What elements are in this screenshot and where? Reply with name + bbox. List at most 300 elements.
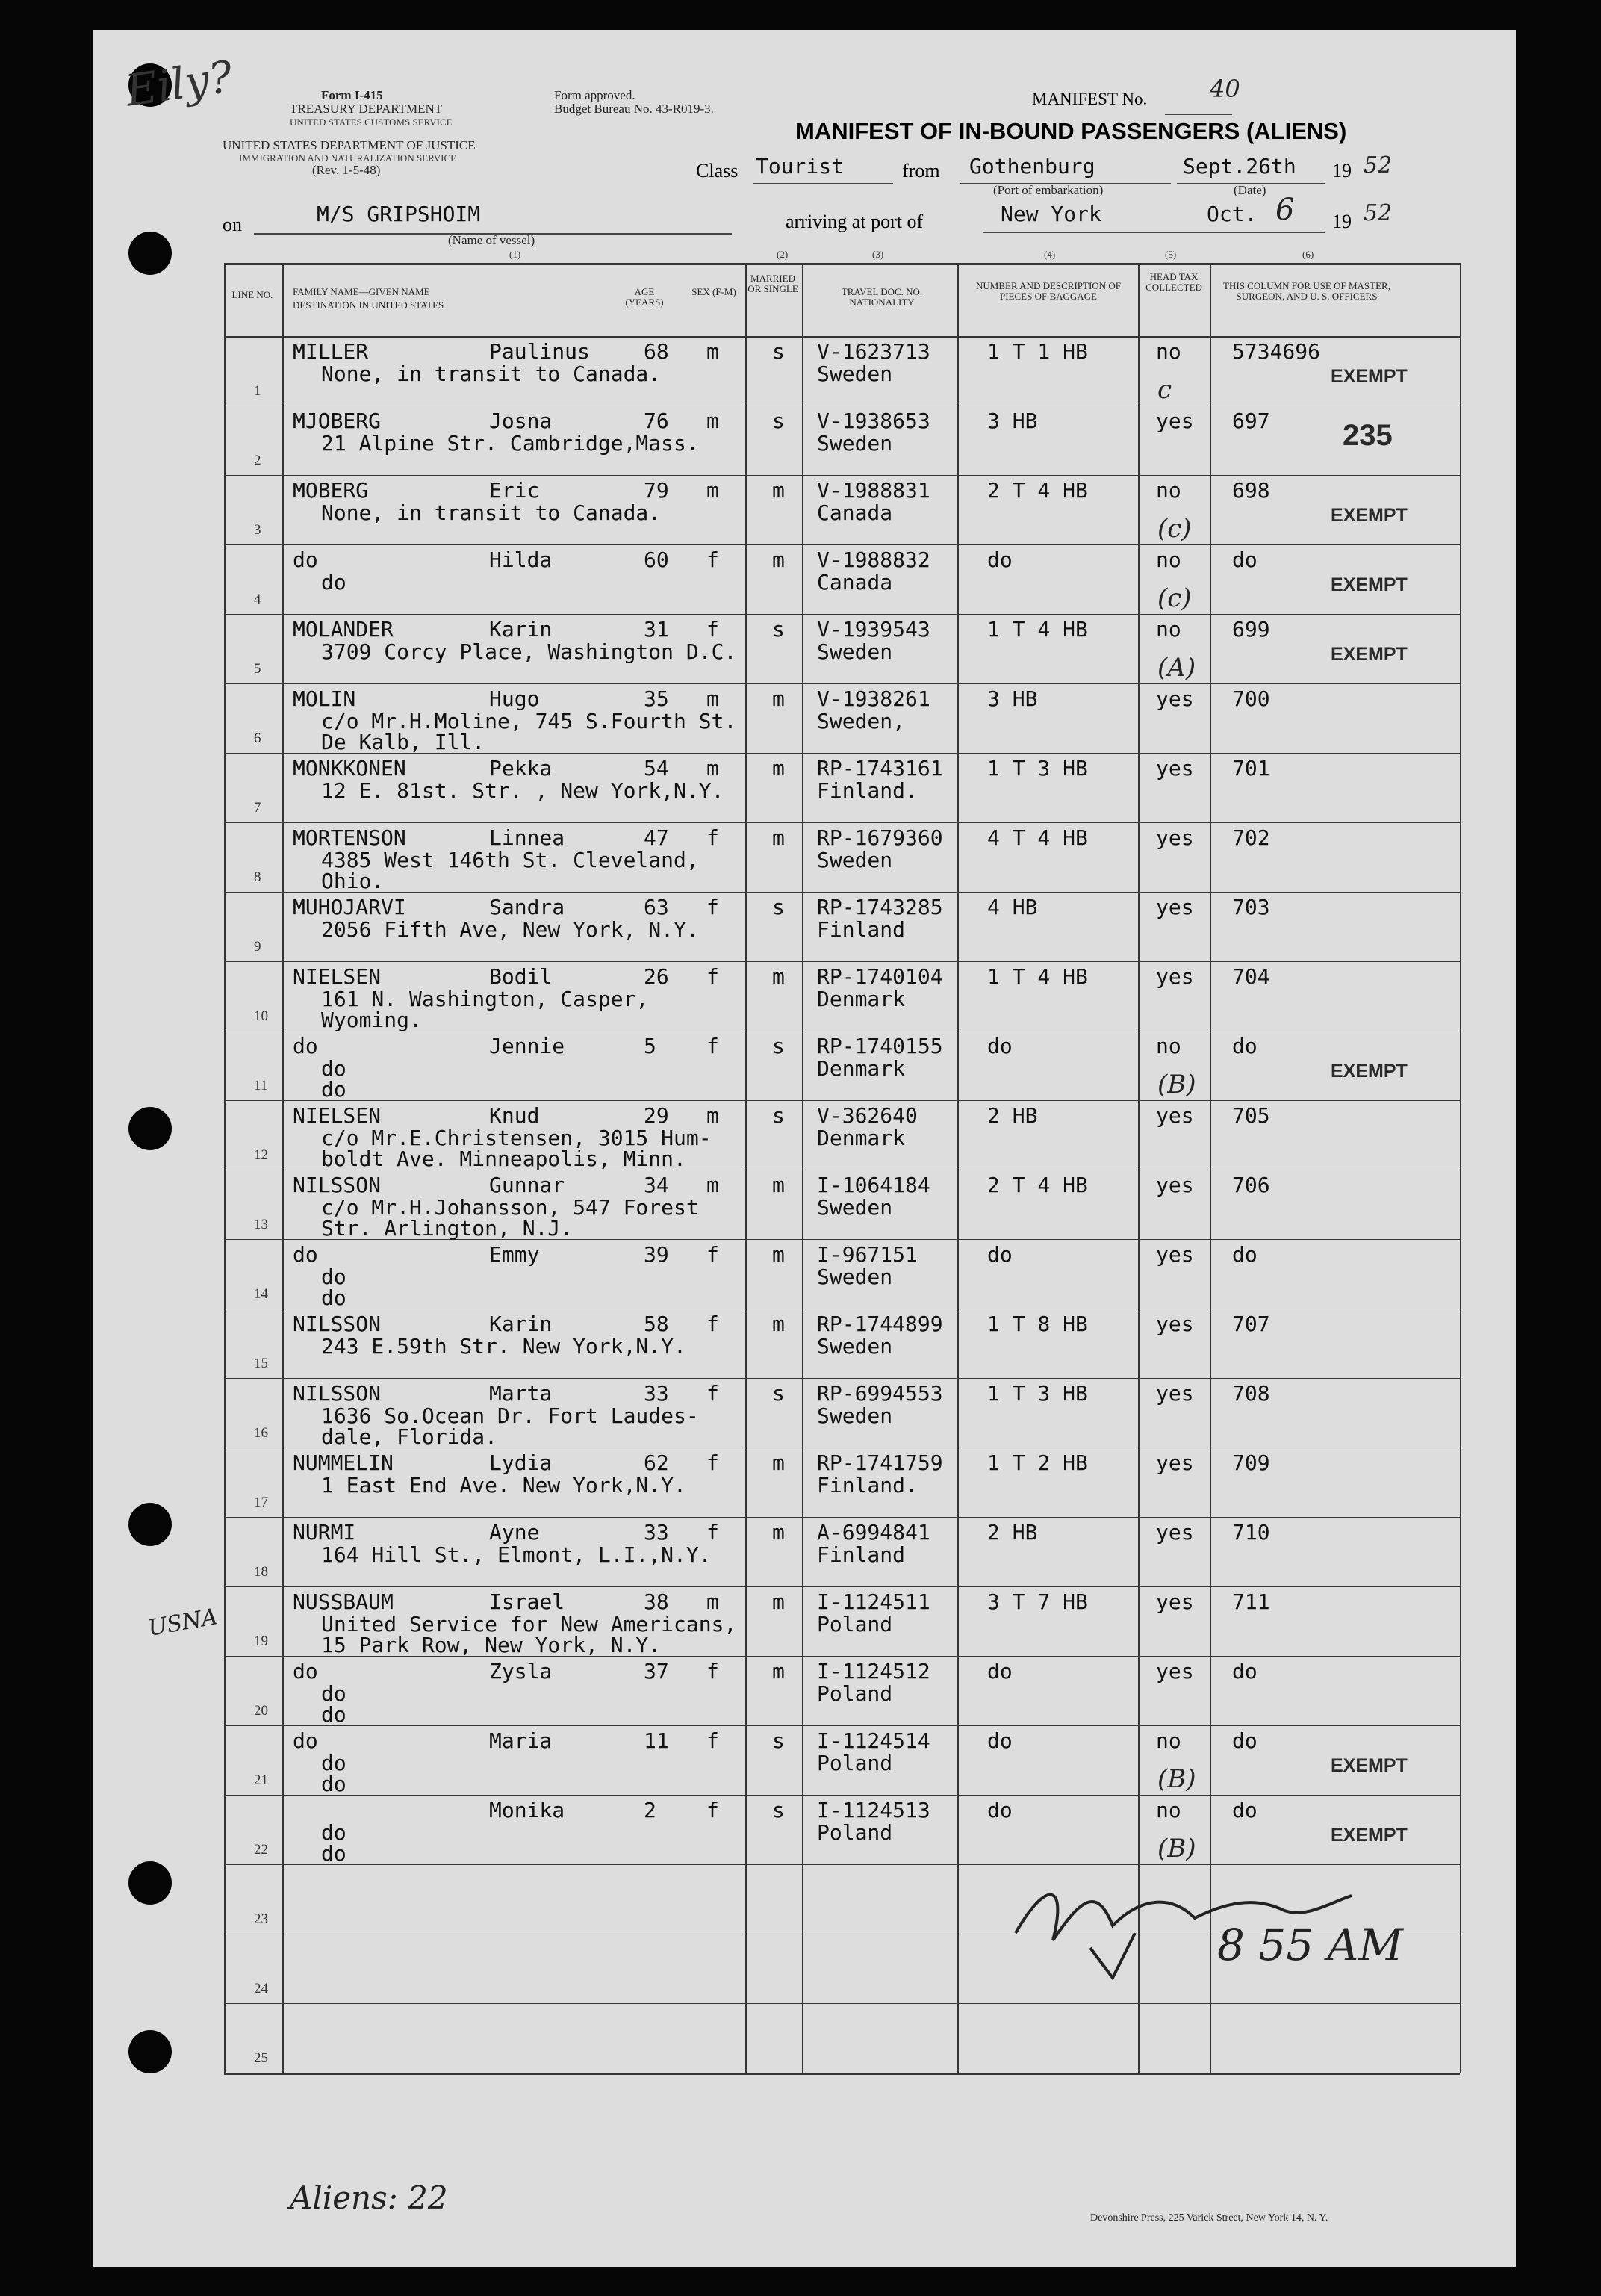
passenger-travel-doc: I-967151: [817, 1242, 918, 1267]
passenger-head-tax: no: [1156, 478, 1181, 503]
passenger-officer-number: 701: [1232, 756, 1270, 781]
passenger-head-tax: no: [1156, 547, 1181, 572]
passenger-destination-line1: 4385 West 146th St. Cleveland,: [321, 848, 699, 872]
passenger-baggage: do: [987, 1242, 1013, 1267]
revision: (Rev. 1-5-48): [312, 163, 381, 177]
passenger-destination-line1: do: [321, 570, 346, 595]
passenger-officer-number: 699: [1232, 617, 1270, 642]
arrival-month: Oct.: [1207, 202, 1258, 226]
passenger-officer-number: do: [1232, 1798, 1258, 1822]
passenger-destination-line2: Str. Arlington, N.J.: [321, 1216, 573, 1241]
passenger-age: 54: [644, 756, 669, 781]
manifest-title: MANIFEST OF IN-BOUND PASSENGERS (ALIENS): [795, 118, 1347, 144]
passenger-marital-status: s: [772, 409, 785, 433]
usna-handwriting: USNA: [146, 1604, 220, 1642]
table-rule: [282, 263, 284, 2073]
passenger-sex: f: [706, 825, 719, 850]
passenger-head-tax: yes: [1156, 756, 1194, 781]
passenger-travel-doc: RP-1744899: [817, 1312, 943, 1336]
passenger-family-name: MONKKONEN: [293, 756, 406, 781]
table-rule: [1460, 263, 1461, 2073]
passenger-destination-line1: do: [321, 1751, 346, 1775]
passenger-travel-doc: RP-1740155: [817, 1034, 943, 1058]
passenger-given-name: Jennie: [489, 1034, 565, 1058]
passenger-family-name: NILSSON: [293, 1381, 382, 1406]
passenger-sex: f: [706, 547, 719, 572]
passenger-travel-doc: RP-1740104: [817, 964, 943, 989]
passenger-marital-status: m: [772, 1520, 785, 1545]
arrival-day: 6: [1275, 193, 1295, 227]
line-number: 7: [254, 800, 261, 816]
passenger-baggage: 3 T 7 HB: [987, 1589, 1088, 1614]
passenger-family-name: do: [293, 547, 318, 572]
passenger-given-name: Hilda: [489, 547, 553, 572]
line-number: 9: [254, 939, 261, 955]
table-rule: [224, 336, 1460, 338]
passenger-sex: m: [706, 1103, 719, 1128]
passenger-baggage: 4 HB: [987, 895, 1038, 919]
passenger-destination-line2: do: [321, 1702, 346, 1727]
passenger-family-name: MOLIN: [293, 686, 356, 711]
passenger-officer-number: 698: [1232, 478, 1270, 503]
table-rule: [224, 961, 1460, 962]
header-officers: THIS COLUMN FOR USE OF MASTER, SURGEON, AND U. S. OFFICERS: [1223, 280, 1390, 302]
passenger-baggage: do: [987, 547, 1013, 572]
passenger-marital-status: s: [772, 1728, 785, 1753]
passenger-destination-line1: None, in transit to Canada.: [321, 500, 662, 525]
passenger-given-name: Linnea: [489, 825, 565, 850]
line-number: 20: [254, 1703, 268, 1719]
head-tax-annotation: (B): [1157, 1070, 1196, 1099]
line-number: 2: [254, 453, 261, 468]
passenger-baggage: 2 T 4 HB: [987, 478, 1088, 503]
manifest-number: 40: [1210, 75, 1240, 103]
passenger-sex: f: [706, 1381, 719, 1406]
passenger-family-name: NILSSON: [293, 1173, 382, 1197]
passenger-baggage: 3 HB: [987, 686, 1038, 711]
exempt-stamp: EXEMPT: [1331, 1755, 1408, 1776]
line-number: 6: [254, 730, 261, 746]
passenger-officer-number: do: [1232, 547, 1258, 572]
passenger-sex: f: [706, 895, 719, 919]
passenger-nationality: Poland: [817, 1751, 893, 1775]
exempt-stamp: 235: [1343, 419, 1393, 452]
passenger-head-tax: yes: [1156, 1103, 1194, 1128]
passenger-sex: f: [706, 1659, 719, 1684]
passenger-travel-doc: I-1064184: [817, 1173, 930, 1197]
passenger-given-name: Gunnar: [489, 1173, 565, 1197]
passenger-age: 47: [644, 825, 669, 850]
passenger-head-tax: no: [1156, 339, 1181, 364]
table-rule: [224, 614, 1460, 615]
exempt-stamp: EXEMPT: [1331, 574, 1408, 595]
passenger-marital-status: s: [772, 1798, 785, 1822]
passenger-officer-number: do: [1232, 1034, 1258, 1058]
passenger-destination-line1: c/o Mr.E.Christensen, 3015 Hum-: [321, 1126, 712, 1150]
year-suffix-1: 52: [1364, 152, 1393, 179]
passenger-travel-doc: I-1124512: [817, 1659, 930, 1684]
passenger-marital-status: m: [772, 547, 785, 572]
passenger-destination-line2: De Kalb, Ill.: [321, 730, 485, 754]
table-rule: [224, 2073, 1460, 2075]
table-rule: [224, 2003, 1460, 2004]
exempt-stamp: EXEMPT: [1331, 1825, 1408, 1846]
binder-hole: [128, 1861, 172, 1905]
passenger-nationality: Poland: [817, 1612, 893, 1636]
inspector-signature: [1001, 1851, 1389, 1993]
passenger-nationality: Finland: [817, 917, 906, 942]
col-num-4: (4): [1044, 249, 1056, 260]
passenger-nationality: Sweden: [817, 1265, 893, 1289]
table-rule: [224, 683, 1460, 684]
passenger-travel-doc: I-1124514: [817, 1728, 930, 1753]
passenger-officer-number: 708: [1232, 1381, 1270, 1406]
form-number: Form I-415: [321, 88, 383, 102]
arrival-port: New York: [1001, 202, 1101, 226]
binder-hole: [128, 1503, 172, 1546]
passenger-marital-status: s: [772, 1381, 785, 1406]
passenger-given-name: Monika: [489, 1798, 565, 1822]
passenger-sex: m: [706, 409, 719, 433]
passenger-given-name: Ayne: [489, 1520, 540, 1545]
passenger-destination-line1: 161 N. Washington, Casper,: [321, 987, 649, 1011]
passenger-marital-status: s: [772, 339, 785, 364]
passenger-sex: f: [706, 617, 719, 642]
head-tax-annotation: (B): [1157, 1764, 1196, 1794]
passenger-nationality: Canada: [817, 500, 893, 525]
line-number: 12: [254, 1147, 268, 1163]
passenger-destination-line1: United Service for New Americans,: [321, 1612, 737, 1636]
table-rule: [224, 1378, 1460, 1379]
passenger-head-tax: yes: [1156, 964, 1194, 989]
head-tax-annotation: (A): [1157, 653, 1196, 683]
passenger-destination-line1: 1 East End Ave. New York,N.Y.: [321, 1473, 686, 1498]
passenger-baggage: 1 T 3 HB: [987, 756, 1088, 781]
passenger-destination-line2: do: [321, 1772, 346, 1796]
passenger-family-name: MOLANDER: [293, 617, 394, 642]
port-embark-caption: (Port of embarkation): [993, 183, 1104, 197]
passenger-officer-number: 710: [1232, 1520, 1270, 1545]
passenger-given-name: Pekka: [489, 756, 553, 781]
passenger-officer-number: 5734696: [1232, 339, 1321, 364]
line-number: 24: [254, 1981, 268, 1996]
table-rule: [224, 1100, 1460, 1101]
passenger-travel-doc: I-1124511: [817, 1589, 930, 1614]
passenger-destination-line2: Ohio.: [321, 869, 385, 893]
col-num-5: (5): [1165, 249, 1177, 260]
passenger-age: 60: [644, 547, 669, 572]
passenger-baggage: 4 T 4 HB: [987, 825, 1088, 850]
passenger-given-name: Maria: [489, 1728, 553, 1753]
table-rule: [224, 1586, 1460, 1587]
passenger-age: 33: [644, 1381, 669, 1406]
passenger-baggage: 3 HB: [987, 409, 1038, 433]
passenger-destination-line1: do: [321, 1681, 346, 1706]
printer-credit: Devonshire Press, 225 Varick Street, New York 14, N. Y.: [1090, 2212, 1328, 2224]
passenger-age: 79: [644, 478, 669, 503]
table-rule: [224, 475, 1460, 476]
date-caption: (Date): [1234, 183, 1266, 197]
passenger-baggage: 1 T 8 HB: [987, 1312, 1088, 1336]
passenger-destination-line1: 2056 Fifth Ave, New York, N.Y.: [321, 917, 699, 942]
passenger-age: 63: [644, 895, 669, 919]
budget-bureau: Budget Bureau No. 43-R019-3.: [554, 102, 714, 116]
passenger-family-name: MUHOJARVI: [293, 895, 406, 919]
passenger-age: 58: [644, 1312, 669, 1336]
passenger-officer-number: 711: [1232, 1589, 1270, 1614]
passenger-nationality: Denmark: [817, 1056, 906, 1081]
passenger-age: 26: [644, 964, 669, 989]
table-rule: [224, 263, 1460, 265]
line-number: 22: [254, 1842, 268, 1858]
passenger-marital-status: m: [772, 686, 785, 711]
vessel-caption: (Name of vessel): [448, 233, 535, 247]
passenger-head-tax: yes: [1156, 409, 1194, 433]
passenger-marital-status: m: [772, 756, 785, 781]
passenger-age: 35: [644, 686, 669, 711]
table-rule: [224, 822, 1460, 823]
table-rule: [1138, 263, 1140, 2073]
passenger-travel-doc: RP-1743161: [817, 756, 943, 781]
passenger-sex: f: [706, 1728, 719, 1753]
passenger-destination-line2: 15 Park Row, New York, N.Y.: [321, 1633, 662, 1657]
exempt-stamp: EXEMPT: [1331, 644, 1408, 665]
head-tax-annotation: c: [1157, 375, 1172, 405]
passenger-baggage: 1 T 3 HB: [987, 1381, 1088, 1406]
passenger-baggage: 2 T 4 HB: [987, 1173, 1088, 1197]
passenger-travel-doc: V-1623713: [817, 339, 930, 364]
binder-hole: [128, 1107, 172, 1150]
passenger-destination-line2: Wyoming.: [321, 1008, 422, 1032]
head-tax-annotation: (B): [1157, 1834, 1196, 1864]
passenger-sex: m: [706, 1173, 719, 1197]
header-age: AGE (YEARS): [625, 286, 664, 308]
exempt-stamp: EXEMPT: [1331, 366, 1408, 387]
passenger-given-name: Knud: [489, 1103, 540, 1128]
passenger-age: 29: [644, 1103, 669, 1128]
passenger-destination-line2: dale, Florida.: [321, 1424, 498, 1449]
passenger-baggage: 1 T 4 HB: [987, 617, 1088, 642]
passenger-head-tax: yes: [1156, 1450, 1194, 1475]
passenger-marital-status: m: [772, 825, 785, 850]
passenger-sex: f: [706, 1450, 719, 1475]
passenger-given-name: Hugo: [489, 686, 540, 711]
line-number: 11: [254, 1078, 268, 1093]
passenger-family-name: MOBERG: [293, 478, 369, 503]
passenger-head-tax: no: [1156, 1034, 1181, 1058]
line-number: 3: [254, 522, 261, 538]
passenger-sex: m: [706, 339, 719, 364]
line-number: 15: [254, 1356, 268, 1371]
head-tax-annotation: (c): [1157, 583, 1192, 613]
passenger-officer-number: 707: [1232, 1312, 1270, 1336]
passenger-nationality: Poland: [817, 1681, 893, 1706]
passenger-age: 2: [644, 1798, 656, 1822]
passenger-nationality: Denmark: [817, 1126, 906, 1150]
treasury-dept: TREASURY DEPARTMENT: [290, 102, 443, 116]
passenger-nationality: Canada: [817, 570, 893, 595]
passenger-head-tax: yes: [1156, 1520, 1194, 1545]
passenger-marital-status: m: [772, 964, 785, 989]
passenger-officer-number: 702: [1232, 825, 1270, 850]
table-rule: [957, 263, 959, 2073]
passenger-nationality: Finland: [817, 1542, 906, 1567]
passenger-age: 39: [644, 1242, 669, 1267]
passenger-sex: f: [706, 1798, 719, 1822]
passenger-destination-line1: do: [321, 1056, 346, 1081]
customs-service: UNITED STATES CUSTOMS SERVICE: [290, 117, 453, 128]
line-number: 13: [254, 1217, 268, 1232]
passenger-given-name: Josna: [489, 409, 553, 433]
class-value: Tourist: [756, 154, 845, 179]
passenger-sex: m: [706, 756, 719, 781]
passenger-head-tax: yes: [1156, 825, 1194, 850]
passenger-nationality: Finland.: [817, 778, 918, 803]
passenger-destination-line2: do: [321, 1841, 346, 1866]
passenger-nationality: Finland.: [817, 1473, 918, 1498]
passenger-given-name: Emmy: [489, 1242, 540, 1267]
passenger-destination-line1: 243 E.59th Str. New York,N.Y.: [321, 1334, 686, 1359]
passenger-family-name: NIELSEN: [293, 1103, 382, 1128]
passenger-baggage: do: [987, 1034, 1013, 1058]
passenger-travel-doc: RP-6994553: [817, 1381, 943, 1406]
table-rule: [802, 263, 803, 2073]
passenger-baggage: 2 HB: [987, 1103, 1038, 1128]
passenger-head-tax: no: [1156, 1798, 1181, 1822]
passenger-travel-doc: RP-1741759: [817, 1450, 943, 1475]
line-number: 16: [254, 1425, 268, 1441]
passenger-given-name: Bodil: [489, 964, 553, 989]
binder-hole: [128, 232, 172, 275]
passenger-marital-status: m: [772, 1242, 785, 1267]
passenger-sex: f: [706, 1034, 719, 1058]
passenger-sex: m: [706, 686, 719, 711]
year-suffix-2: 52: [1364, 200, 1393, 226]
passenger-baggage: 2 HB: [987, 1520, 1038, 1545]
passenger-head-tax: yes: [1156, 1242, 1194, 1267]
passenger-head-tax: yes: [1156, 1659, 1194, 1684]
passenger-destination-line1: 164 Hill St., Elmont, L.I.,N.Y.: [321, 1542, 712, 1567]
col-num-1: (1): [509, 249, 521, 260]
passenger-travel-doc: V-1938261: [817, 686, 930, 711]
passenger-given-name: Karin: [489, 617, 553, 642]
passenger-family-name: MORTENSON: [293, 825, 406, 850]
passenger-destination-line1: c/o Mr.H.Moline, 745 S.Fourth St.: [321, 709, 737, 733]
passenger-given-name: Eric: [489, 478, 540, 503]
passenger-family-name: NUMMELIN: [293, 1450, 394, 1475]
passenger-destination-line1: 1636 So.Ocean Dr. Fort Laudes-: [321, 1403, 699, 1428]
passenger-given-name: Sandra: [489, 895, 565, 919]
passenger-marital-status: s: [772, 617, 785, 642]
passenger-family-name: do: [293, 1728, 318, 1753]
passenger-family-name: NIELSEN: [293, 964, 382, 989]
passenger-nationality: Denmark: [817, 987, 906, 1011]
passenger-marital-status: m: [772, 1312, 785, 1336]
passenger-nationality: Sweden: [817, 1195, 893, 1220]
passenger-sex: m: [706, 478, 719, 503]
justice-dept: UNITED STATES DEPARTMENT OF JUSTICE: [223, 138, 476, 152]
aliens-count: Aliens: 22: [290, 2179, 448, 2216]
line-number: 19: [254, 1633, 268, 1649]
passenger-family-name: MILLER: [293, 339, 369, 364]
exempt-stamp: EXEMPT: [1331, 1061, 1408, 1082]
passenger-travel-doc: A-6994841: [817, 1520, 930, 1545]
col-num-2: (2): [777, 249, 789, 260]
passenger-given-name: Paulinus: [489, 339, 590, 364]
passenger-baggage: do: [987, 1659, 1013, 1684]
table-rule: [224, 1795, 1460, 1796]
passenger-destination-line2: do: [321, 1077, 346, 1102]
header-line-no: LINE NO.: [231, 289, 273, 300]
header-travel-doc: TRAVEL DOC. NO. NATIONALITY: [841, 286, 923, 308]
passenger-age: 37: [644, 1659, 669, 1684]
passenger-head-tax: yes: [1156, 686, 1194, 711]
header-family: FAMILY NAME—GIVEN NAME: [293, 286, 430, 297]
header-sex: SEX (F-M): [691, 286, 736, 297]
passenger-given-name: Marta: [489, 1381, 553, 1406]
passenger-nationality: Sweden: [817, 431, 893, 456]
passenger-destination-line1: None, in transit to Canada.: [321, 362, 662, 386]
table-rule: [224, 544, 1460, 545]
passenger-nationality: Sweden: [817, 848, 893, 872]
line-number: 8: [254, 869, 261, 885]
passenger-given-name: Lydia: [489, 1450, 553, 1475]
table-rule: [224, 1517, 1460, 1518]
passenger-head-tax: yes: [1156, 1312, 1194, 1336]
departure-date: Sept.26th: [1183, 154, 1296, 179]
passenger-family-name: do: [293, 1242, 318, 1267]
passenger-given-name: Israel: [489, 1589, 565, 1614]
passenger-age: 68: [644, 339, 669, 364]
passenger-head-tax: yes: [1156, 1589, 1194, 1614]
passenger-age: 5: [644, 1034, 656, 1058]
passenger-age: 76: [644, 409, 669, 433]
line-number: 5: [254, 661, 261, 677]
head-tax-annotation: (c): [1157, 514, 1192, 544]
passenger-given-name: Karin: [489, 1312, 553, 1336]
class-label: Class: [696, 160, 739, 181]
passenger-marital-status: m: [772, 1659, 785, 1684]
passenger-age: 38: [644, 1589, 669, 1614]
passenger-destination-line1: 3709 Corcy Place, Washington D.C.: [321, 639, 737, 664]
ins-service: IMMIGRATION AND NATURALIZATION SERVICE: [239, 152, 457, 164]
passenger-head-tax: yes: [1156, 1173, 1194, 1197]
passenger-travel-doc: V-1939543: [817, 617, 930, 642]
passenger-baggage: 1 T 2 HB: [987, 1450, 1088, 1475]
passenger-marital-status: m: [772, 1589, 785, 1614]
passenger-destination-line1: 21 Alpine Str. Cambridge,Mass.: [321, 431, 699, 456]
passenger-officer-number: 700: [1232, 686, 1270, 711]
passenger-age: 11: [644, 1728, 669, 1753]
passenger-head-tax: no: [1156, 1728, 1181, 1753]
passenger-destination-line1: c/o Mr.H.Johansson, 547 Forest: [321, 1195, 699, 1220]
passenger-age: 34: [644, 1173, 669, 1197]
passenger-officer-number: do: [1232, 1728, 1258, 1753]
passenger-family-name: NILSSON: [293, 1312, 382, 1336]
passenger-travel-doc: V-1988832: [817, 547, 930, 572]
header-destination: DESTINATION IN UNITED STATES: [293, 300, 444, 311]
passenger-marital-status: s: [772, 1103, 785, 1128]
passenger-officer-number: 703: [1232, 895, 1270, 919]
passenger-travel-doc: V-362640: [817, 1103, 918, 1128]
table-rule: [745, 263, 747, 2073]
passenger-age: 33: [644, 1520, 669, 1545]
passenger-family-name: MJOBERG: [293, 409, 382, 433]
passenger-nationality: Sweden: [817, 639, 893, 664]
passenger-age: 62: [644, 1450, 669, 1475]
passenger-travel-doc: I-1124513: [817, 1798, 930, 1822]
passenger-sex: f: [706, 1242, 719, 1267]
